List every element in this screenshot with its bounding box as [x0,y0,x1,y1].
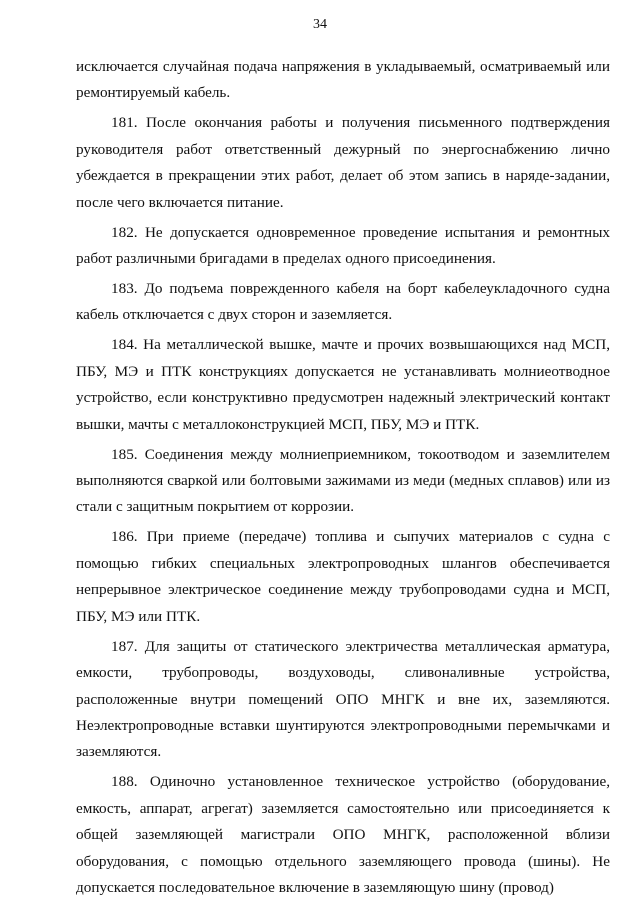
document-body [76,54,610,905]
paragraph-186: 186. При приеме (передаче) топлива и сыпучих материалов с судна с помощью гибких специальных электропроводных шлангов обеспечивается непрерывное электрическое соединение между трубопроводами судна и МСП, ПБУ, МЭ или ПТК. [76,528,610,625]
paragraph-182: 182. Не допускается одновременное проведение испытания и ремонтных работ различными бригадами в пределах одного присоединения. [76,223,610,268]
paragraph-181: 181. После окончания работы и получения письменного подтверждения руководителя работ ответственный дежурный по энергоснабжению лично убеждается в прекращении этих работ, делает об этом запись в наряде-задании, после чего включается питание. [76,114,610,211]
paragraph-183: 183. До подъема поврежденного кабеля на борт кабелеукладочного судна кабель отключается с двух сторон и заземляется. [76,280,610,324]
paragraph-187: 187. Для защиты от статического электричества металлическая арматура, емкости, трубопроводы, воздуховоды, сливоналивные устройства, расположенные внутри помещений ОПО МНГК и вне их, заземляются. Неэлектропроводные вставки шунтируются электропроводными перемычками и заземляются. [76,637,610,761]
paragraph-continuation: исключается случайная подача напряжения в укладываемый, осматриваемый или ремонтируемый кабель. [76,58,610,102]
paragraph-185: 185. Соединения между молниеприемником, токоотводом и заземлителем выполняются сваркой или болтовыми зажимами из меди (медных сплавов) или из стали с защитным покрытием от коррозии. [76,445,610,516]
paragraph-188: 188. Одиночно установленное техническое устройство (оборудование, емкость, аппарат, агрегат) заземляется самостоятельно или присоединяется к общей заземляющей магистрали ОПО МНГК, расположенной вблизи оборудования, с помощью отдельного заземляющего провода (шины). Не допускается последовательное включение в заземляющую шину (провод) [76,773,610,896]
page-number: 34 [313,17,327,32]
paragraph-184: 184. На металлической вышке, мачте и прочих возвышающихся над МСП, ПБУ, МЭ и ПТК конструкциях допускается не устанавливать молниеотводное устройство, если конструктивно предусмотрен надежный электрический контакт вышки, мачты с металлоконструкцией МСП, ПБУ, МЭ и ПТК. [76,336,610,433]
